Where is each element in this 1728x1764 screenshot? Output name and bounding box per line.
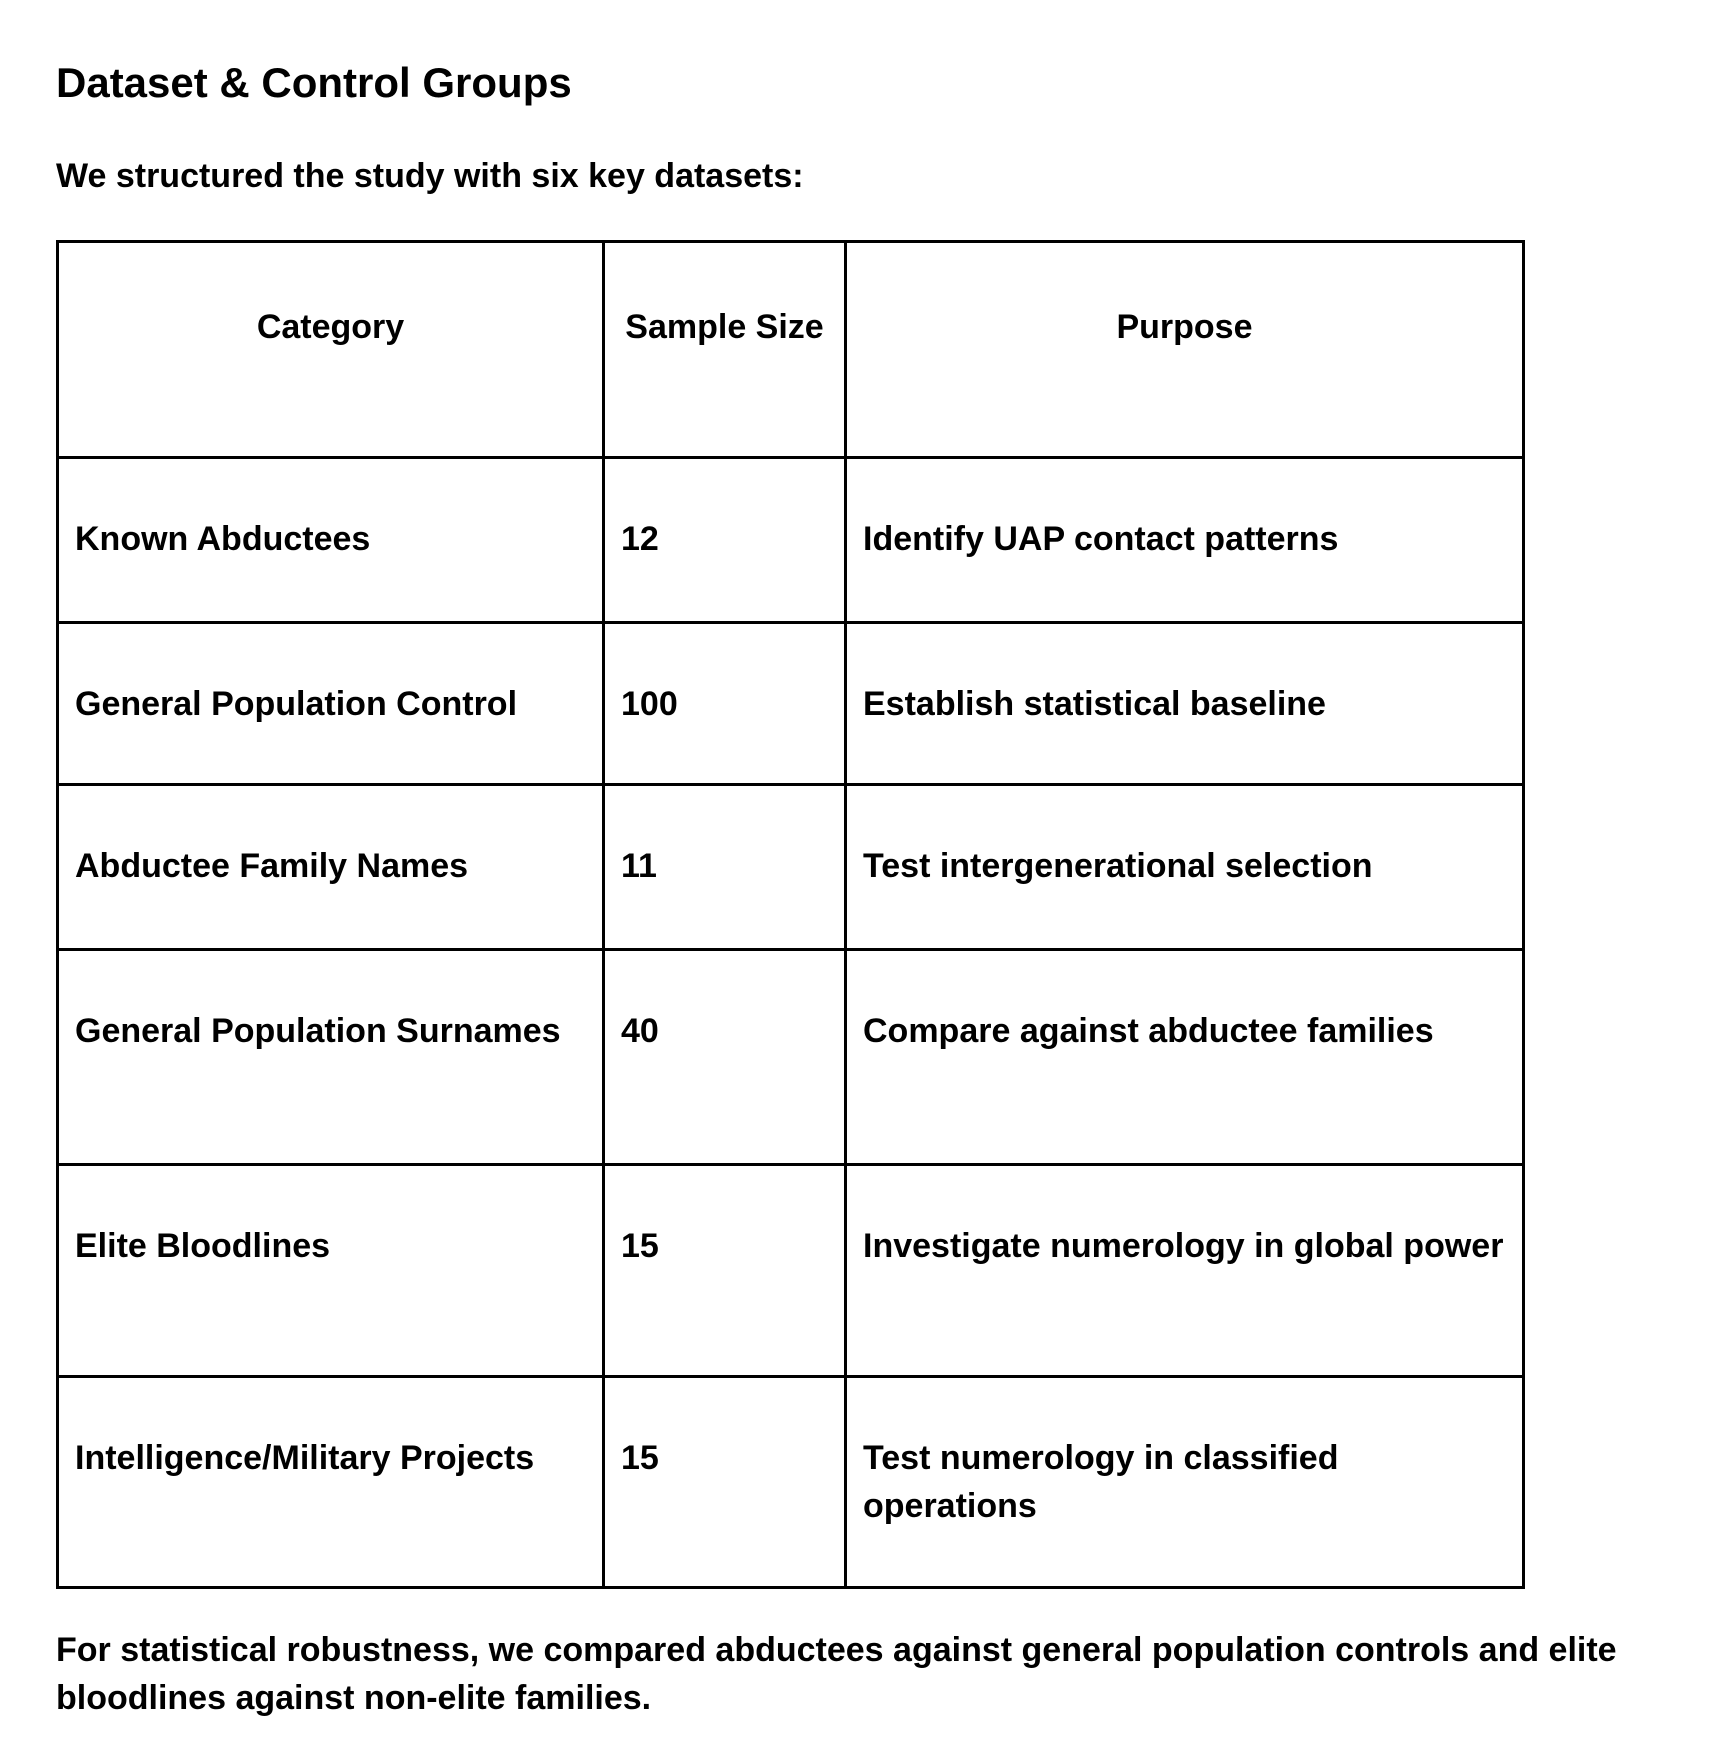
table-header-row	[58, 242, 1524, 458]
header-sample-size: Sample Size	[604, 242, 846, 458]
cell-category: Abductee Family Names	[58, 785, 604, 950]
cell-sample-size: 15	[604, 1165, 846, 1377]
section-heading: Dataset & Control Groups	[56, 59, 572, 106]
conclusion-paragraph: For statistical robustness, we compared abductees against general population controls and elite bloodlines against non-elite families.	[56, 1631, 1617, 1717]
cell-category: Elite Bloodlines	[58, 1165, 604, 1377]
header-category: Category	[58, 242, 604, 458]
table-row	[58, 785, 1524, 950]
cell-purpose: Investigate numerology in global power	[846, 1165, 1524, 1377]
datasets-table	[56, 240, 1525, 1589]
cell-sample-size: 100	[604, 623, 846, 785]
cell-purpose: Compare against abductee families	[846, 950, 1524, 1165]
table-row	[58, 950, 1524, 1165]
cell-sample-size: 11	[604, 785, 846, 950]
table-row	[58, 1165, 1524, 1377]
cell-sample-size: 15	[604, 1377, 846, 1588]
table-row	[58, 623, 1524, 785]
cell-sample-size: 12	[604, 458, 846, 623]
cell-purpose: Test numerology in classified operations	[846, 1377, 1524, 1588]
cell-purpose: Identify UAP contact patterns	[846, 458, 1524, 623]
table-row	[58, 1377, 1524, 1588]
cell-category: Known Abductees	[58, 458, 604, 623]
intro-paragraph: We structured the study with six key datasets:	[56, 157, 804, 195]
cell-purpose: Test intergenerational selection	[846, 785, 1524, 950]
cell-category: General Population Surnames	[58, 950, 604, 1165]
cell-purpose: Establish statistical baseline	[846, 623, 1524, 785]
cell-category: Intelligence/Military Projects	[58, 1377, 604, 1588]
cell-category: General Population Control	[58, 623, 604, 785]
table-row	[58, 458, 1524, 623]
header-purpose: Purpose	[846, 242, 1524, 458]
cell-sample-size: 40	[604, 950, 846, 1165]
